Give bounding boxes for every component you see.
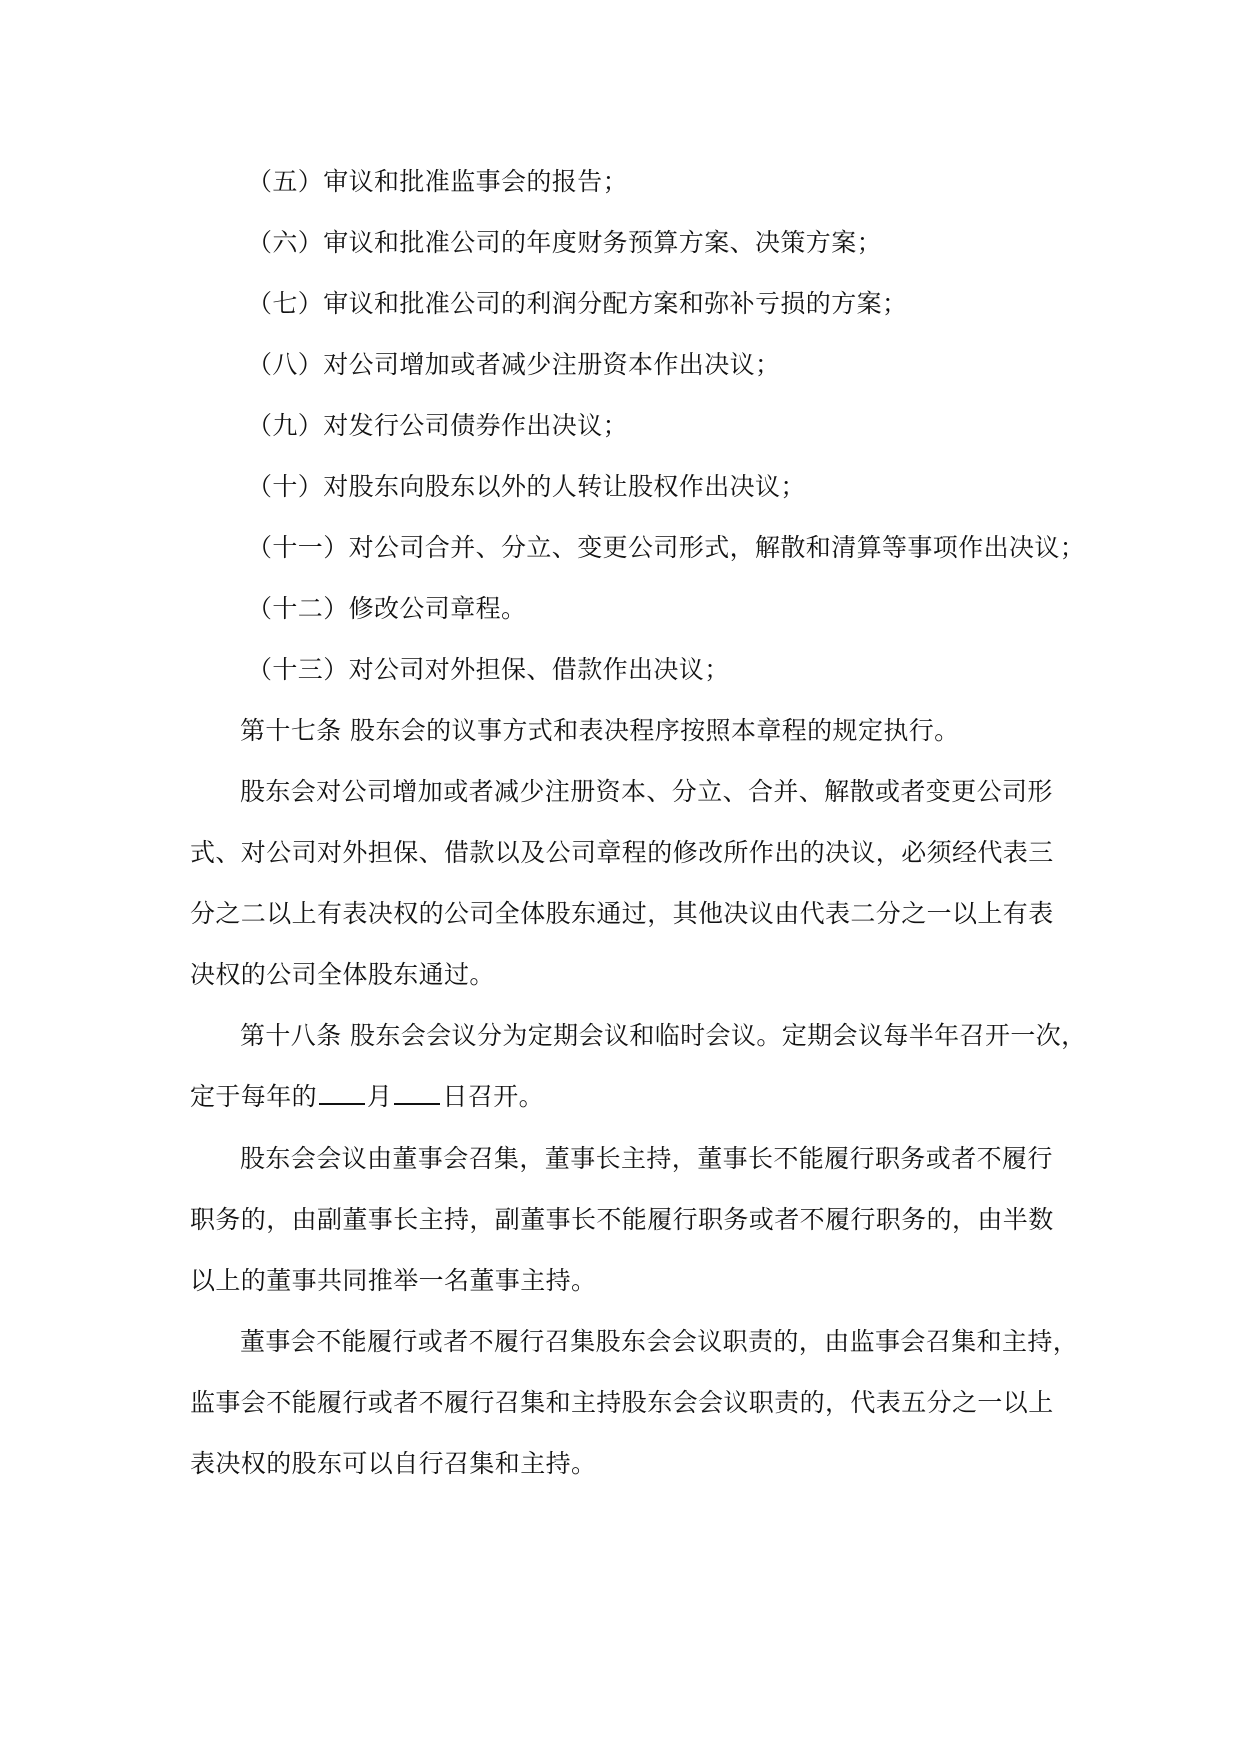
- convene-paragraph-line: 职务的，由副董事长主持，副董事长不能履行职务或者不履行职务的，由半数: [190, 1205, 1054, 1234]
- list-item: （六）审议和批准公司的年度财务预算方案、决策方案；: [247, 228, 883, 257]
- resolution-paragraph-line: 决权的公司全体股东通过。: [190, 960, 495, 989]
- supervisor-paragraph-line: 表决权的股东可以自行召集和主持。: [190, 1449, 597, 1478]
- meeting-date-prefix: 定于每年的: [190, 1082, 318, 1111]
- resolution-paragraph-line: 式、对公司对外担保、借款以及公司章程的修改所作出的决议，必须经代表三: [190, 838, 1054, 867]
- list-item: （十）对股东向股东以外的人转让股权作出决议；: [247, 472, 806, 501]
- list-item: （七）审议和批准公司的利润分配方案和弥补亏损的方案；: [247, 289, 908, 318]
- day-blank: [394, 1083, 440, 1105]
- resolution-paragraph-line: 股东会对公司增加或者减少注册资本、分立、合并、解散或者变更公司形: [240, 777, 1053, 806]
- day-label: 日召开。: [442, 1082, 545, 1111]
- article-17: 第十七条 股东会的议事方式和表决程序按照本章程的规定执行。: [240, 716, 960, 745]
- month-label: 月: [367, 1082, 393, 1111]
- resolution-paragraph-line: 分之二以上有表决权的公司全体股东通过，其他决议由代表二分之一以上有表: [190, 899, 1054, 928]
- convene-paragraph-line: 股东会会议由董事会召集，董事长主持，董事长不能履行职务或者不履行: [240, 1144, 1053, 1173]
- list-item: （十一）对公司合并、分立、变更公司形式，解散和清算等事项作出决议；: [247, 533, 1086, 562]
- convene-paragraph-line: 以上的董事共同推举一名董事主持。: [190, 1266, 597, 1295]
- list-item: （十三）对公司对外担保、借款作出决议；: [247, 655, 730, 684]
- list-item: （五）审议和批准监事会的报告；: [247, 167, 629, 196]
- list-item: （九）对发行公司债券作出决议；: [247, 411, 629, 440]
- list-item: （十二）修改公司章程。: [247, 594, 527, 623]
- month-blank: [319, 1083, 365, 1105]
- meeting-date-line: [190, 1081, 544, 1113]
- supervisor-paragraph-line: 监事会不能履行或者不履行召集和主持股东会会议职责的，代表五分之一以上: [190, 1388, 1054, 1417]
- article-18: 第十八条 股东会会议分为定期会议和临时会议。定期会议每半年召开一次，: [240, 1021, 1087, 1050]
- list-item: （八）对公司增加或者减少注册资本作出决议；: [247, 350, 781, 379]
- supervisor-paragraph-line: 董事会不能履行或者不履行召集股东会会议职责的，由监事会召集和主持，: [240, 1327, 1079, 1356]
